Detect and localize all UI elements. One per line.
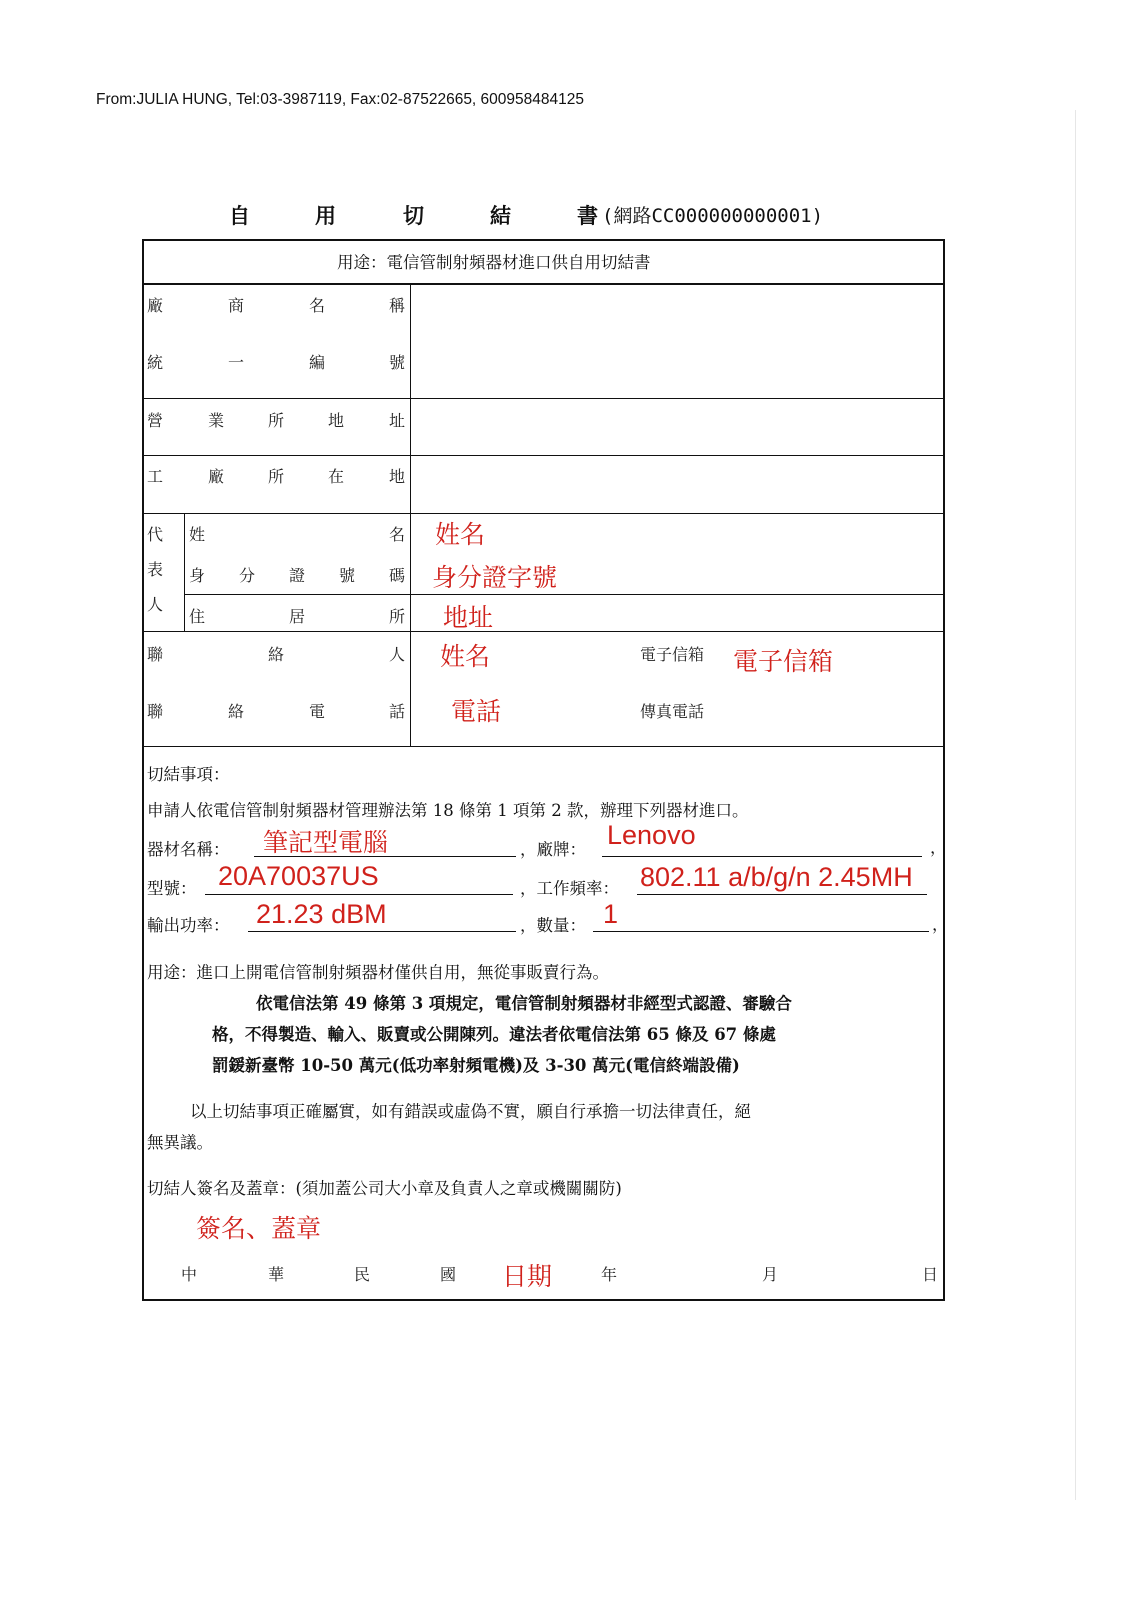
- frequency-label: ，工作頻率：: [520, 879, 619, 898]
- label-char: 聯: [147, 645, 164, 664]
- label-char: 廠: [208, 467, 225, 486]
- power-label: 輸出功率：: [147, 916, 230, 935]
- filled-email[interactable]: 電子信箱: [733, 647, 834, 676]
- filled-contact-name[interactable]: 姓名: [440, 642, 491, 671]
- label-char: 身: [189, 566, 206, 585]
- label-char: 業: [208, 411, 225, 430]
- label-char: 人: [389, 645, 406, 664]
- date-char: 民: [354, 1265, 371, 1284]
- column-divider: [410, 283, 411, 746]
- brand-underline: [602, 856, 922, 857]
- label-char: 地: [328, 411, 345, 430]
- label-char: 名: [309, 296, 326, 315]
- title-char: 切: [403, 203, 424, 228]
- label-char: 廠: [147, 296, 164, 315]
- power-underline: [248, 931, 516, 932]
- declaration-intro: 申請人依電信管制射頻器材管理辦法第 18 條第 1 項第 2 款，辦理下列器材進口。: [147, 801, 749, 820]
- row-divider: [184, 594, 945, 595]
- quantity-label: ，數量：: [520, 916, 586, 935]
- date-char: 華: [268, 1265, 285, 1284]
- scan-edge-line: [1075, 110, 1076, 1500]
- affidavit-form: [142, 239, 945, 1301]
- label-char: 營: [147, 411, 164, 430]
- label-char: 一: [228, 353, 245, 372]
- model-underline: [205, 894, 513, 895]
- label-char: 表: [147, 560, 164, 579]
- law-text-line: 格，不得製造、輸入、販賣或公開陳列。違法者依電信法第 65 條及 67 條處: [212, 1025, 776, 1044]
- label-char: 統: [147, 353, 164, 372]
- label-char: 話: [389, 702, 406, 721]
- filled-power[interactable]: 21.23 dBM: [256, 899, 387, 929]
- row-divider: [144, 631, 945, 632]
- filled-quantity[interactable]: 1: [603, 899, 619, 929]
- row-divider: [144, 283, 945, 285]
- date-char: 國: [440, 1265, 457, 1284]
- purpose-header: 用途：電信管制射頻器材進口供自用切結書: [337, 253, 651, 272]
- label-char: 工: [147, 467, 164, 486]
- filled-frequency[interactable]: 802.11 a/b/g/n 2.45MH: [640, 862, 913, 892]
- filled-rep-id[interactable]: 身分證字號: [432, 563, 558, 592]
- quantity-underline: [593, 931, 929, 932]
- label-char: 址: [389, 411, 406, 430]
- label-char: 分: [239, 566, 256, 585]
- label-char: 人: [147, 595, 164, 614]
- law-text-line: 罰鍰新臺幣 10-50 萬元(低功率射頻電機)及 3-30 萬元(電信終端設備): [212, 1056, 740, 1075]
- label-char: 地: [389, 467, 406, 486]
- label-char: 絡: [268, 645, 285, 664]
- date-char: 日: [922, 1265, 939, 1284]
- declaration-heading: 切結事項：: [147, 765, 230, 784]
- row-divider: [144, 513, 945, 514]
- filled-model[interactable]: 20A70037US: [218, 861, 379, 891]
- label-char: 住: [189, 607, 206, 626]
- label-char: 代: [147, 525, 164, 544]
- date-char: 年: [601, 1265, 618, 1284]
- title-char: 結: [490, 203, 511, 228]
- label-char: 電: [309, 702, 326, 721]
- filled-brand[interactable]: Lenovo: [607, 820, 696, 850]
- device-name-underline: [254, 856, 516, 857]
- model-label: 型號：: [147, 879, 197, 898]
- title-suffix: (網路CC000000000001): [602, 205, 824, 227]
- label-char: 號: [339, 566, 356, 585]
- label-char: 所: [268, 467, 285, 486]
- row-divider: [144, 455, 945, 456]
- brand-label: ，廠牌：: [520, 840, 586, 859]
- frequency-underline: [637, 894, 927, 895]
- label-email: 電子信箱: [640, 645, 705, 664]
- column-divider: [184, 513, 185, 631]
- label-char: 所: [268, 411, 285, 430]
- label-char: 在: [328, 467, 345, 486]
- truth-statement-line: 以上切結事項正確屬實，如有錯誤或虛偽不實，願自行承擔一切法律責任，絕: [190, 1102, 751, 1121]
- label-char: 居: [289, 607, 306, 626]
- title-char: 用: [315, 203, 336, 228]
- usage-statement: 用途：進口上開電信管制射頻器材僅供自用，無從事販賣行為。: [147, 963, 609, 982]
- label-char: 姓: [189, 525, 206, 544]
- comma: ，: [932, 915, 949, 934]
- label-char: 號: [389, 353, 406, 372]
- label-char: 證: [289, 566, 306, 585]
- title-char: 書: [577, 203, 598, 228]
- truth-statement-line: 無異議。: [147, 1133, 213, 1152]
- filled-date[interactable]: 日期: [502, 1262, 553, 1291]
- fax-header: From:JULIA HUNG, Tel:03-3987119, Fax:02-87522665, 600958484125: [96, 91, 584, 108]
- label-char: 編: [309, 353, 326, 372]
- comma: ，: [930, 838, 947, 857]
- label-char: 碼: [389, 566, 406, 585]
- label-char: 所: [389, 607, 406, 626]
- label-fax: 傳真電話: [640, 702, 705, 721]
- row-divider: [144, 398, 945, 399]
- filled-phone[interactable]: 電話: [451, 697, 502, 726]
- filled-device-name[interactable]: 筆記型電腦: [263, 828, 389, 857]
- label-char: 稱: [389, 296, 406, 315]
- row-divider: [144, 746, 945, 747]
- filled-signature[interactable]: 簽名、蓋章: [196, 1214, 322, 1243]
- device-name-label: 器材名稱：: [147, 840, 230, 859]
- label-char: 名: [389, 525, 406, 544]
- label-char: 商: [228, 296, 245, 315]
- label-char: 聯: [147, 702, 164, 721]
- date-char: 月: [762, 1265, 779, 1284]
- filled-rep-name[interactable]: 姓名: [435, 520, 486, 549]
- label-char: 絡: [228, 702, 245, 721]
- date-char: 中: [181, 1265, 198, 1284]
- law-text-line: 依電信法第 49 條第 3 項規定，電信管制射頻器材非經型式認證、審驗合: [256, 994, 792, 1013]
- filled-rep-address[interactable]: 地址: [443, 603, 494, 632]
- title-char: 自: [229, 203, 250, 228]
- signer-label: 切結人簽名及蓋章：(須加蓋公司大小章及負責人之章或機關關防): [147, 1179, 622, 1198]
